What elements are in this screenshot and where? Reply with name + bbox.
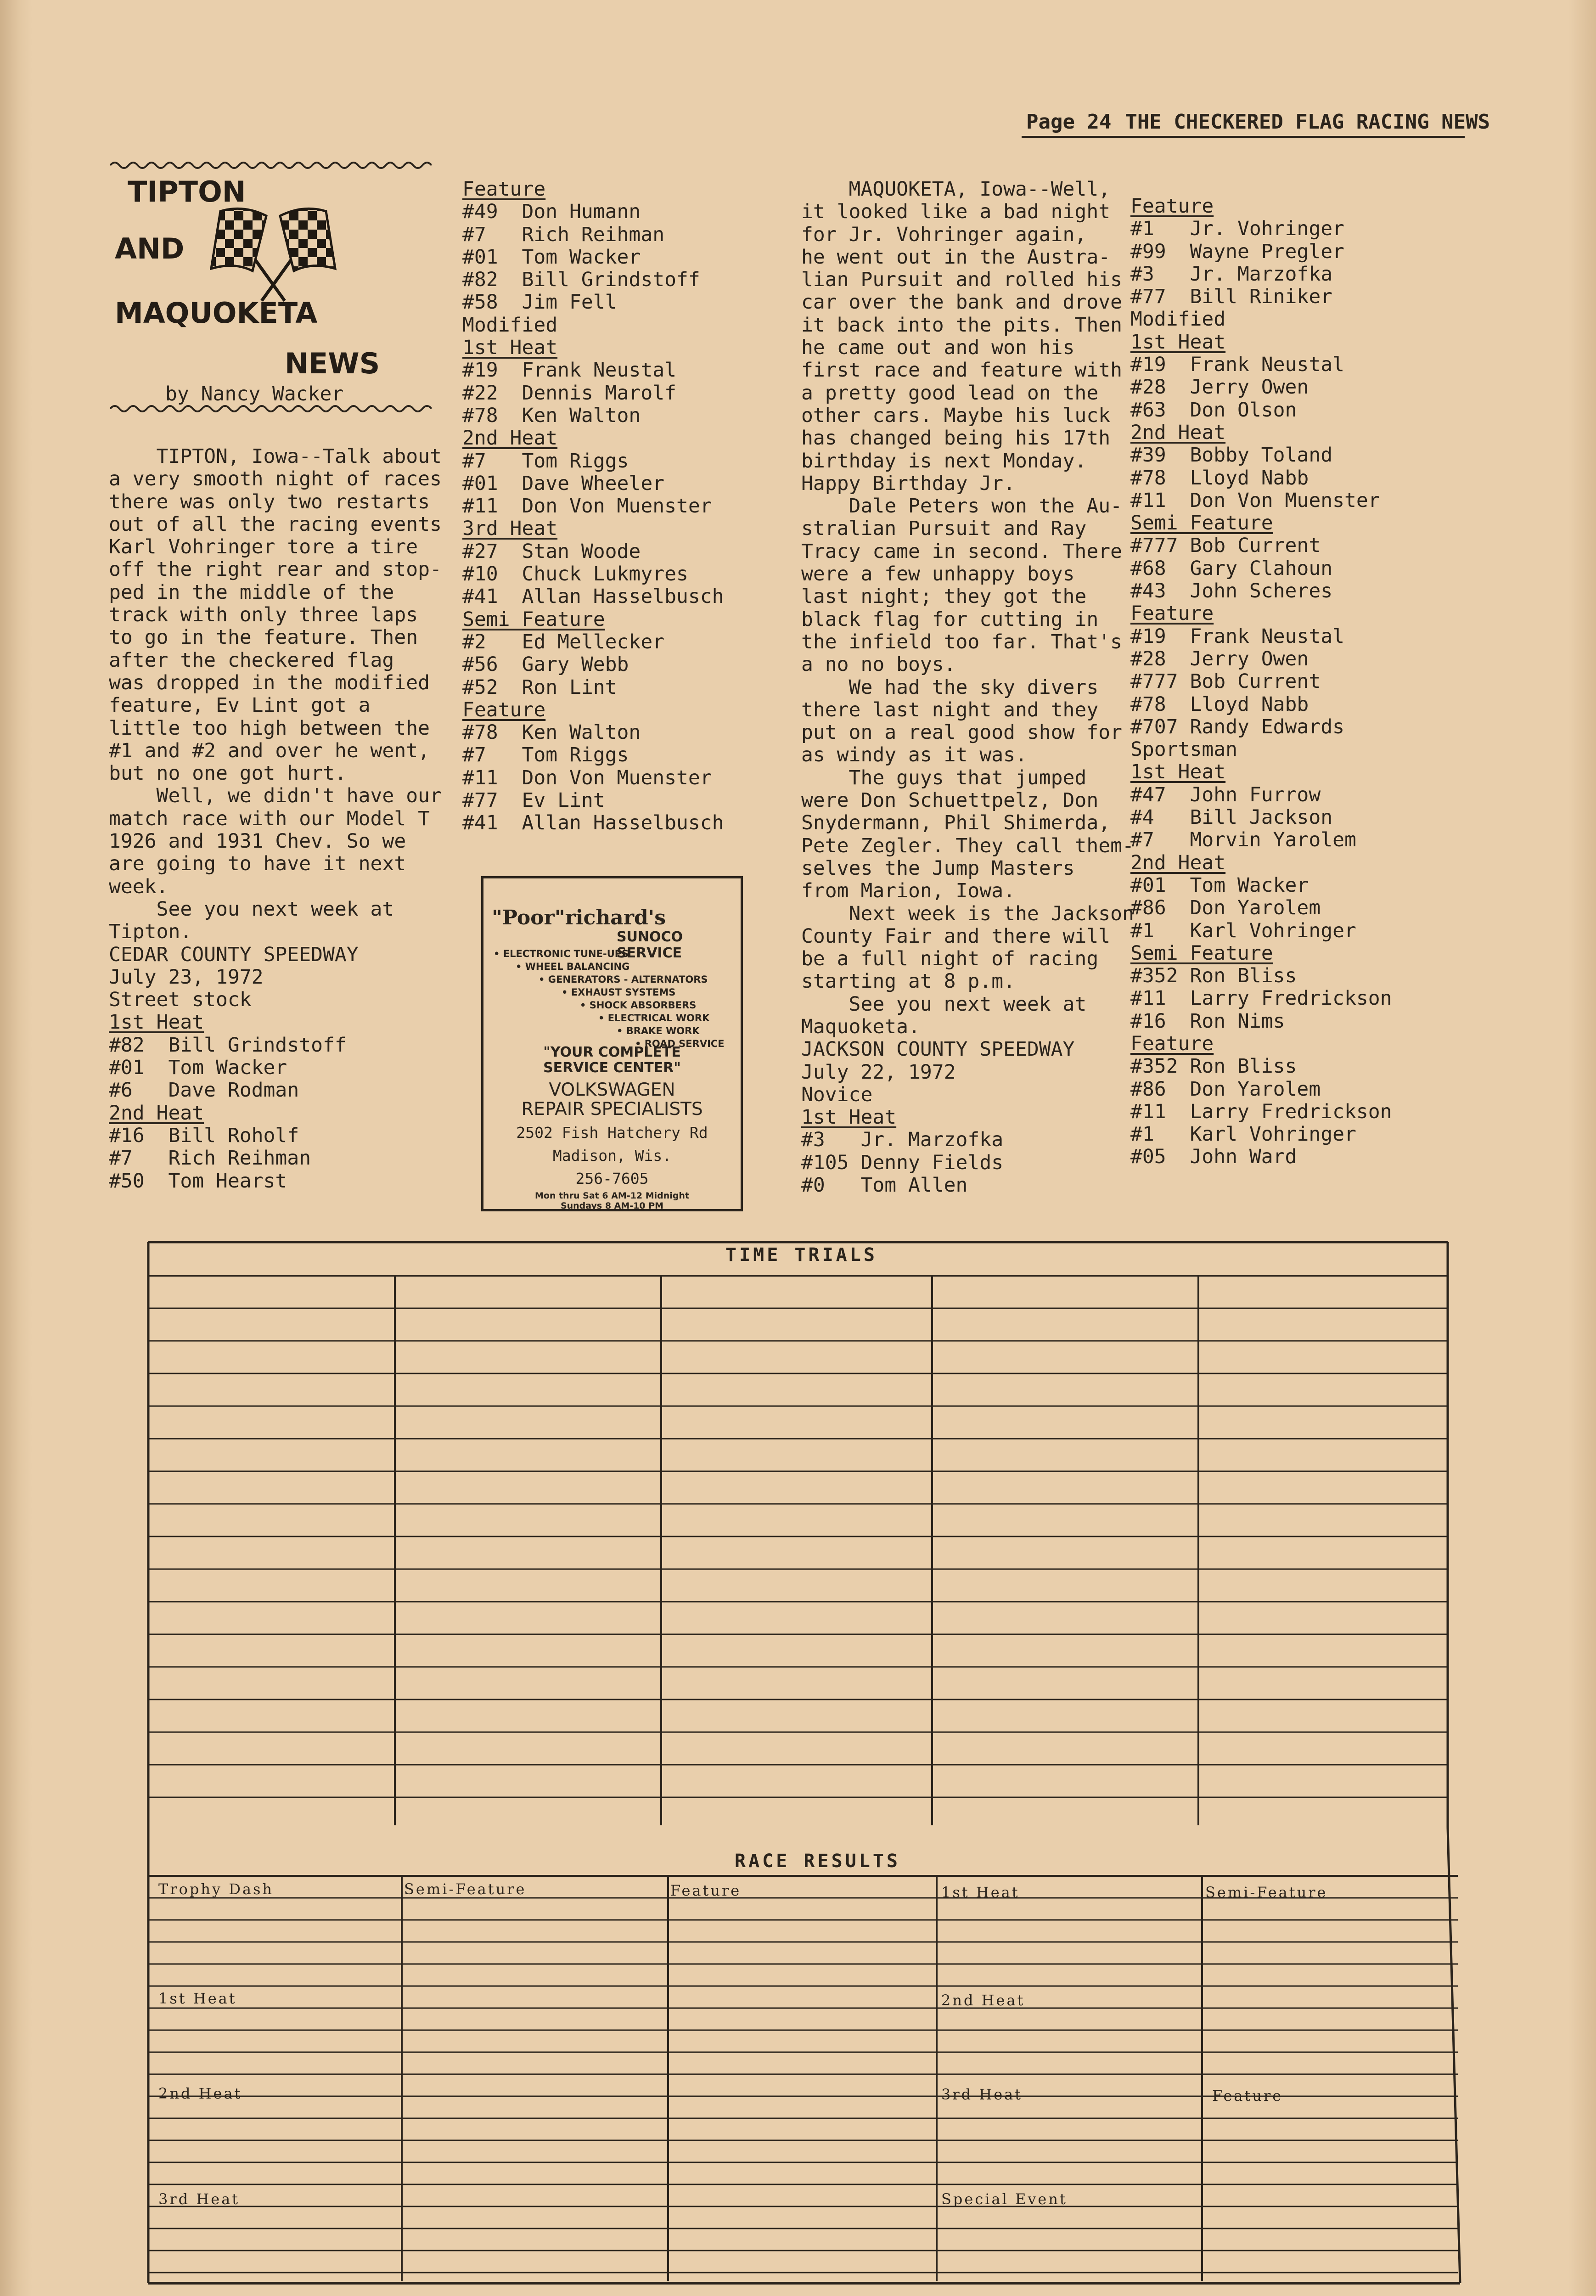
text-line: a very smooth night of races <box>109 467 442 491</box>
text-line: JACKSON COUNTY SPEEDWAY <box>801 1038 1075 1061</box>
text-line: #63 Don Olson <box>1130 398 1297 422</box>
text-line: stralian Pursuit and Ray <box>801 517 1087 540</box>
text-line: July 23, 1972 <box>109 965 264 989</box>
label-1st-heat: 1st Heat <box>941 1884 1020 1901</box>
text-line: Well, we didn't have our <box>109 784 442 808</box>
text-line: #50 Tom Hearst <box>109 1169 287 1193</box>
text-line: last night; they got the <box>801 585 1087 608</box>
text-line: #352 Ron Bliss <box>1130 1055 1297 1078</box>
section-heading: Feature <box>462 698 546 721</box>
section-heading: Feature <box>1130 1032 1214 1055</box>
publication-title: THE CHECKERED FLAG RACING NEWS <box>1125 110 1490 134</box>
text-line: #41 Allan Hasselbusch <box>462 811 724 835</box>
masthead-tipton: TIPTON <box>128 175 246 208</box>
ad-service: • EXHAUST SYSTEMS <box>562 987 676 998</box>
label-1st-heat: 1st Heat <box>158 1990 237 2007</box>
section-heading: Feature <box>1130 602 1214 625</box>
column-4 <box>1130 195 1452 1169</box>
checkered-flags-icon <box>207 202 340 308</box>
section-heading: 1st Heat <box>109 1011 204 1034</box>
column-masthead <box>110 158 432 416</box>
label-trophy-dash: Trophy Dash <box>158 1880 274 1898</box>
text-line: #86 Don Yarolem <box>1130 896 1321 920</box>
ad-business-name: "Poor"richard's <box>492 906 666 929</box>
text-line: #49 Don Humann <box>462 200 641 224</box>
text-line: #77 Ev Lint <box>462 789 605 812</box>
text-line: #78 Lloyd Nabb <box>1130 466 1309 490</box>
section-heading: 1st Heat <box>1130 760 1226 784</box>
text-line: ped in the middle of the <box>109 580 394 604</box>
text-line: out of all the racing events <box>109 512 442 536</box>
text-line: Tipton. <box>109 920 192 944</box>
text-line: #19 Frank Neustal <box>1130 625 1344 648</box>
text-line: #2 Ed Mellecker <box>462 630 665 653</box>
text-line: #3 Jr. Marzofka <box>801 1128 1004 1152</box>
label-feature: Feature <box>1212 2087 1283 2105</box>
text-line: #3 Jr. Marzofka <box>1130 262 1333 286</box>
text-line: there last night and they <box>801 698 1099 721</box>
text-line: #01 Dave Wheeler <box>462 472 665 495</box>
text-line: See you next week at <box>801 992 1087 1016</box>
text-line: #28 Jerry Owen <box>1130 647 1309 670</box>
text-line: #11 Don Von Muenster <box>1130 489 1380 512</box>
text-line: MAQUOKETA, Iowa--Well, <box>801 178 1111 201</box>
text-line: We had the sky divers <box>801 675 1099 699</box>
text-line: little too high between the <box>109 716 430 740</box>
text-line: #78 Lloyd Nabb <box>1130 692 1309 716</box>
text-line: #7 Rich Reihman <box>462 223 665 246</box>
label-2nd-heat: 2nd Heat <box>941 1992 1025 2009</box>
text-line: TIPTON, Iowa--Talk about <box>109 445 442 468</box>
ad-brand: SUNOCO SERVICE <box>617 929 683 961</box>
text-line: car over the bank and drove <box>801 291 1122 314</box>
page-edge-right <box>1568 0 1596 2296</box>
ad-address: 2502 Fish Hatchery Rd <box>516 1124 708 1142</box>
time-trials-title: TIME TRIALS <box>725 1244 877 1266</box>
text-line: #05 John Ward <box>1130 1145 1297 1169</box>
text-line: feature, Ev Lint got a <box>109 694 371 717</box>
section-heading: 2nd Heat <box>462 427 558 450</box>
label-3rd-heat: 3rd Heat <box>941 2086 1023 2103</box>
text-line: #77 Bill Riniker <box>1130 285 1333 309</box>
ad-service: • GENERATORS - ALTERNATORS <box>539 974 708 985</box>
text-line: Novice <box>801 1083 873 1106</box>
label-semi-feature: Semi-Feature <box>404 1880 527 1898</box>
text-line: #352 Ron Bliss <box>1130 964 1297 988</box>
text-line: #10 Chuck Lukmyres <box>462 563 688 586</box>
masthead-and: AND <box>115 232 185 265</box>
text-line: #6 Dave Rodman <box>109 1079 299 1102</box>
label-2nd-heat: 2nd Heat <box>158 2085 242 2102</box>
text-line: #7 Tom Riggs <box>462 743 629 767</box>
text-line: #28 Jerry Owen <box>1130 376 1309 399</box>
text-line: birthday is next Monday. <box>801 449 1087 473</box>
text-line: track with only three laps <box>109 603 418 627</box>
text-line: after the checkered flag <box>109 648 394 672</box>
text-line: #82 Bill Grindstoff <box>462 268 700 292</box>
text-line: #105 Denny Fields <box>801 1151 1004 1174</box>
text-line: The guys that jumped <box>801 766 1087 789</box>
ad-specialty-line1: VOLKSWAGEN <box>549 1080 675 1100</box>
masthead-maquoketa: MAQUOKETA <box>115 296 318 330</box>
text-line: Maquoketa. <box>801 1015 920 1038</box>
column-2 <box>462 178 775 835</box>
zigzag-border-top <box>110 158 432 172</box>
text-line: #56 Gary Webb <box>462 653 629 676</box>
text-line: #777 Bob Current <box>1130 534 1321 557</box>
label-semi-feature: Semi-Feature <box>1205 1884 1328 1901</box>
section-heading: 1st Heat <box>801 1106 897 1129</box>
text-line: #11 Larry Fredrickson <box>1130 1100 1392 1123</box>
text-line: #4 Bill Jackson <box>1130 806 1333 829</box>
text-line: #1 Karl Vohringer <box>1130 1123 1356 1146</box>
text-line: were Don Schuettpelz, Don <box>801 789 1099 812</box>
text-line: #7 Tom Riggs <box>462 449 629 473</box>
text-line: were a few unhappy boys <box>801 563 1075 586</box>
text-line: are going to have it next <box>109 852 406 876</box>
text-line: black flag for cutting in <box>801 608 1099 631</box>
text-line: starting at 8 p.m. <box>801 970 1015 993</box>
text-line: County Fair and there will <box>801 924 1111 948</box>
section-heading: 1st Heat <box>1130 330 1226 354</box>
ad-service: • SHOCK ABSORBERS <box>580 1000 697 1011</box>
ad-hours-weekday: Mon thru Sat 6 AM-12 Midnight <box>534 1191 690 1201</box>
text-line: as windy as it was. <box>801 743 1027 767</box>
text-line: 1926 and 1931 Chev. So we <box>109 830 406 853</box>
section-heading: 2nd Heat <box>1130 851 1226 874</box>
ad-service: • ELECTRONIC TUNE-UPS <box>494 948 629 959</box>
text-line: #19 Frank Neustal <box>462 359 676 382</box>
text-line: #01 Tom Wacker <box>1130 873 1309 897</box>
text-line: #11 Larry Fredrickson <box>1130 987 1392 1010</box>
text-line: put on a real good show for <box>801 721 1122 744</box>
text-line: Pete Zegler. They call them- <box>801 834 1134 857</box>
text-line: was dropped in the modified <box>109 671 430 694</box>
text-line: CEDAR COUNTY SPEEDWAY <box>109 943 359 966</box>
section-heading: Semi Feature <box>1130 941 1273 965</box>
text-line: Happy Birthday Jr. <box>801 472 1015 495</box>
text-line: for Jr. Vohringer again, <box>801 223 1087 246</box>
text-line: #58 Jim Fell <box>462 291 617 314</box>
text-line: #7 Rich Reihman <box>109 1147 311 1170</box>
ad-hours-sunday: Sundays 8 AM-10 PM <box>560 1201 664 1211</box>
ad-service: • ELECTRICAL WORK <box>598 1013 710 1024</box>
text-line: a pretty good lead on the <box>801 381 1099 405</box>
column-3 <box>801 178 1134 1197</box>
text-line: #86 Don Yarolem <box>1130 1077 1321 1101</box>
column-1 <box>109 445 442 1193</box>
text-line: off the right rear and stop- <box>109 558 442 581</box>
text-line: Modified <box>1130 308 1226 331</box>
text-line: #01 Tom Wacker <box>462 245 641 269</box>
text-line: #777 Bob Current <box>1130 670 1321 693</box>
label-special-event: Special Event <box>941 2190 1068 2208</box>
section-heading: 1st Heat <box>462 336 558 360</box>
text-line: #27 Stan Woode <box>462 540 641 563</box>
text-line: Tracy came in second. There <box>801 540 1122 563</box>
text-line: #39 Bobby Toland <box>1130 444 1333 467</box>
text-line: Snydermann, Phil Shimerda, <box>801 811 1111 835</box>
ad-service: • WHEEL BALANCING <box>516 961 630 972</box>
text-line: Modified <box>462 313 558 337</box>
section-heading: 2nd Heat <box>109 1101 204 1125</box>
byline: by Nancy Wacker <box>165 383 344 405</box>
text-line: #52 Ron Lint <box>462 675 617 699</box>
text-line: #11 Don Von Muenster <box>462 766 712 789</box>
text-line: #1 and #2 and over he went, <box>109 739 430 762</box>
text-line: #1 Jr. Vohringer <box>1130 217 1344 241</box>
ad-service: • BRAKE WORK <box>617 1025 700 1036</box>
ad-specialty-line2: REPAIR SPECIALISTS <box>521 1099 703 1120</box>
text-line: #19 Frank Neustal <box>1130 353 1344 377</box>
text-line: #1 Karl Vohringer <box>1130 919 1356 942</box>
text-line: #01 Tom Wacker <box>109 1056 287 1080</box>
text-line: Karl Vohringer tore a tire <box>109 535 418 559</box>
text-line: July 22, 1972 <box>801 1060 956 1084</box>
poor-richards-ad <box>481 876 743 1211</box>
text-line: #16 Bill Roholf <box>109 1124 299 1147</box>
text-line: #47 John Furrow <box>1130 783 1321 806</box>
section-heading: Feature <box>462 178 546 201</box>
text-line: #11 Don Von Muenster <box>462 495 712 518</box>
page-header <box>1026 110 1490 134</box>
label-feature: Feature <box>670 1882 742 1899</box>
text-line: #707 Randy Edwards <box>1130 715 1344 738</box>
ad-phone: 256-7605 <box>575 1170 649 1187</box>
text-line: #68 Gary Clahoun <box>1130 557 1333 580</box>
text-line: #16 Ron Nims <box>1130 1009 1285 1033</box>
text-line: Dale Peters won the Au- <box>801 495 1122 518</box>
race-results-title: RACE RESULTS <box>735 1851 900 1872</box>
text-line: See you next week at <box>109 897 394 921</box>
text-line: from Marion, Iowa. <box>801 879 1015 903</box>
text-line: Next week is the Jackson <box>801 902 1134 925</box>
text-line: there was only two restarts <box>109 490 430 513</box>
section-heading: Semi Feature <box>1130 512 1273 535</box>
text-line: has changed being his 17th <box>801 427 1111 450</box>
masthead-news: NEWS <box>285 347 380 380</box>
text-line: to go in the feature. Then <box>109 626 418 649</box>
ad-service: • ROAD SERVICE <box>635 1038 725 1049</box>
ad-slogan-line1: "YOUR COMPLETE <box>543 1044 681 1060</box>
header-rule <box>1022 136 1465 138</box>
page-edge-shadow <box>0 0 32 2296</box>
text-line: #78 Ken Walton <box>462 404 641 427</box>
text-line: selves the Jump Masters <box>801 856 1075 880</box>
text-line: but no one got hurt. <box>109 762 347 785</box>
text-line: other cars. Maybe his luck <box>801 404 1111 427</box>
text-line: a no no boys. <box>801 653 956 676</box>
text-line: #78 Ken Walton <box>462 721 641 744</box>
text-line: Street stock <box>109 988 252 1012</box>
section-heading: 3rd Heat <box>462 517 558 540</box>
text-line: #41 Allan Hasselbusch <box>462 585 724 608</box>
text-line: match race with our Model T <box>109 807 430 830</box>
text-line: the infield too far. That's <box>801 630 1122 653</box>
form-rule <box>1448 1828 1460 2283</box>
text-line: first race and feature with <box>801 359 1122 382</box>
text-line: #0 Tom Allen <box>801 1174 968 1197</box>
text-line: it back into the pits. Then <box>801 313 1122 337</box>
text-line: he came out and won his <box>801 336 1075 360</box>
text-line: Sportsman <box>1130 738 1237 761</box>
zigzag-border-bottom <box>110 402 432 416</box>
ad-slogan-line2: SERVICE CENTER" <box>543 1060 681 1076</box>
text-line: be a full night of racing <box>801 947 1099 971</box>
page-number: Page 24 <box>1026 110 1112 134</box>
ad-city: Madison, Wis. <box>552 1147 672 1165</box>
text-line: #99 Wayne Pregler <box>1130 240 1344 263</box>
text-line: lian Pursuit and rolled his <box>801 268 1122 292</box>
text-line: #82 Bill Grindstoff <box>109 1033 347 1057</box>
label-3rd-heat: 3rd Heat <box>158 2190 240 2208</box>
section-heading: Semi Feature <box>462 608 605 631</box>
text-line: it looked like a bad night <box>801 200 1111 224</box>
text-line: he went out in the Austra- <box>801 245 1111 269</box>
text-line: #7 Morvin Yarolem <box>1130 828 1356 852</box>
text-line: week. <box>109 875 169 898</box>
text-line: #43 John Scheres <box>1130 580 1333 603</box>
section-heading: Feature <box>1130 195 1214 218</box>
text-line: #22 Dennis Marolf <box>462 381 676 405</box>
section-heading: 2nd Heat <box>1130 421 1226 444</box>
